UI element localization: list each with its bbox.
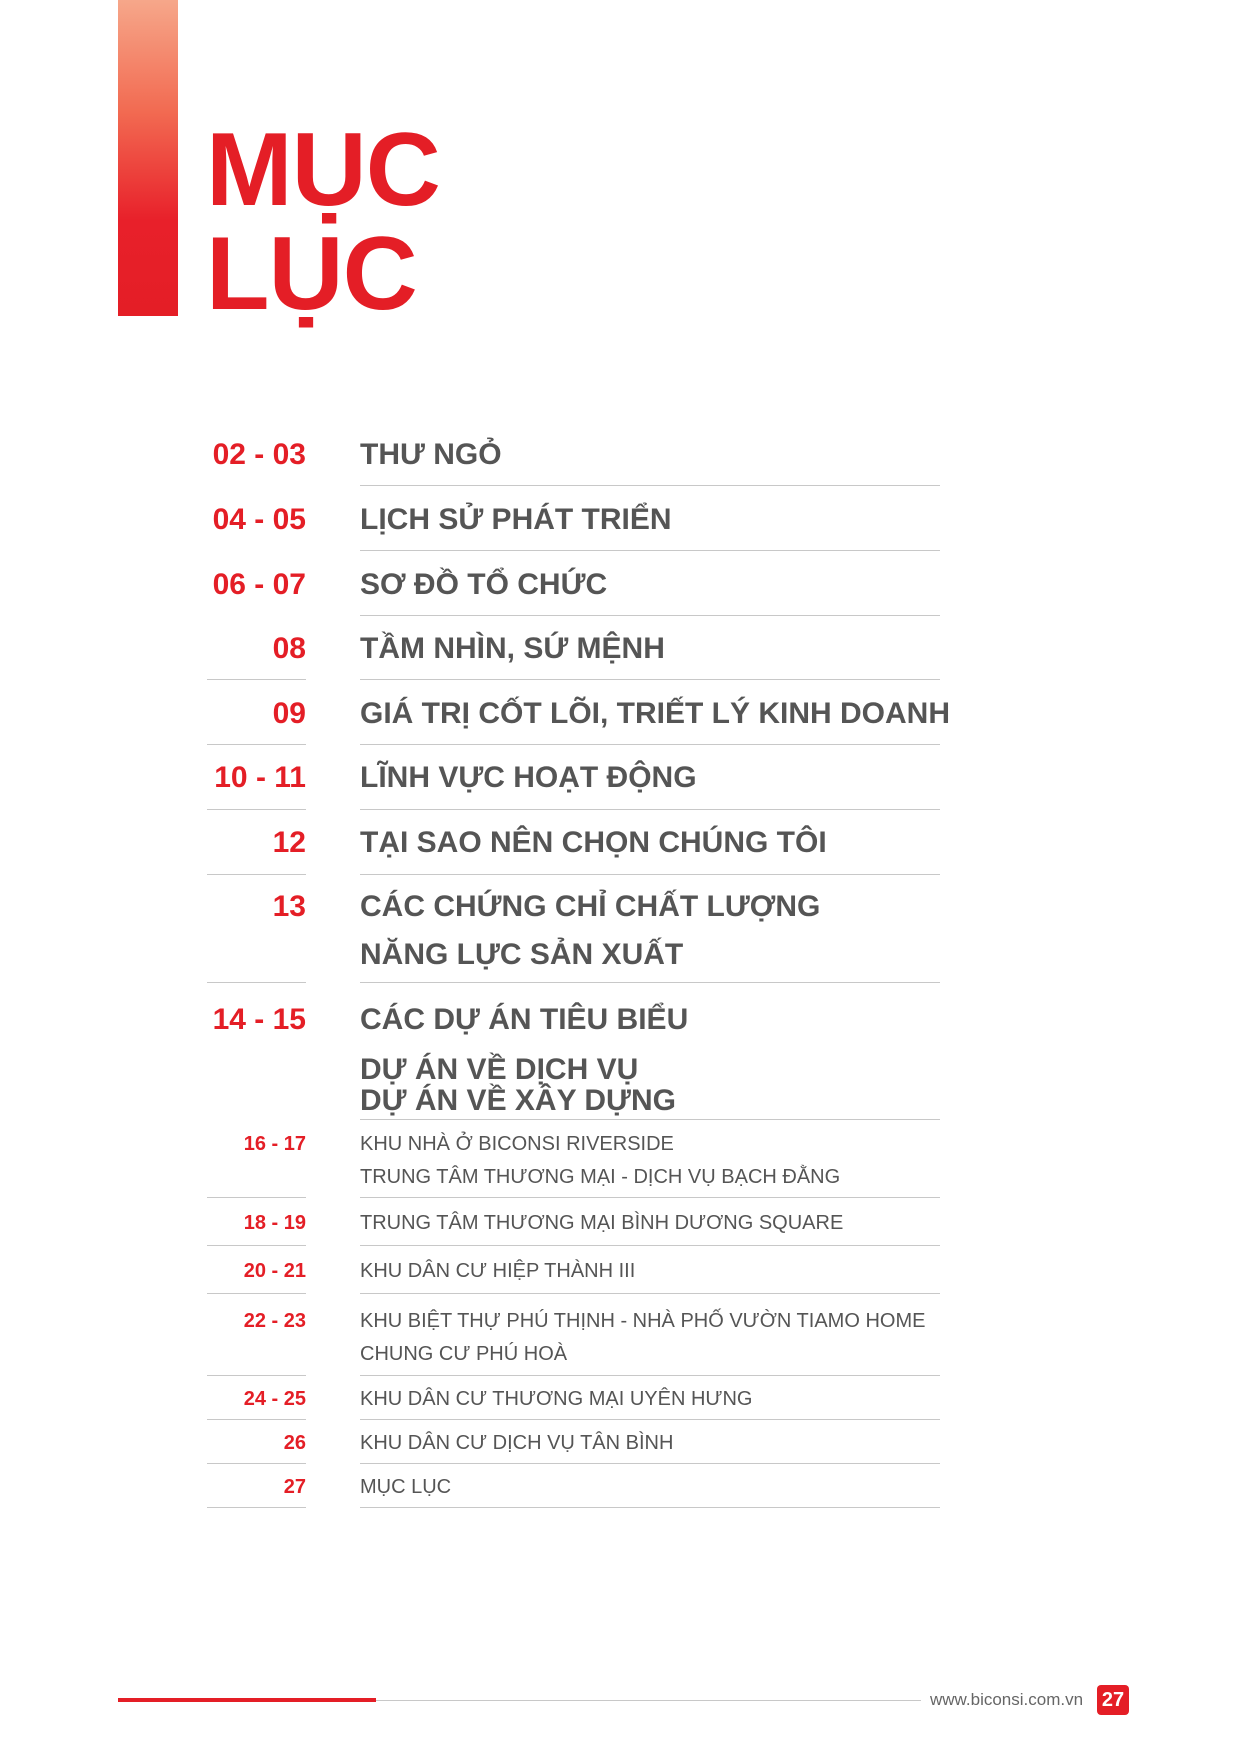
divider <box>207 744 306 745</box>
divider <box>360 615 940 616</box>
toc-page-range: 09 <box>272 697 306 730</box>
toc-entry-title: LỊCH SỬ PHÁT TRIỂN <box>360 503 672 536</box>
divider <box>207 1293 306 1294</box>
toc-page-range: 18 - 19 <box>243 1212 306 1234</box>
toc-entry-title: CÁC CHỨNG CHỈ CHẤT LƯỢNG <box>360 890 821 923</box>
toc-entry-title: KHU NHÀ Ở BICONSI RIVERSIDE <box>360 1133 674 1155</box>
toc-page-range: 20 - 21 <box>243 1260 306 1282</box>
toc-page-range: 06 - 07 <box>212 568 306 601</box>
toc-entry-title: GIÁ TRỊ CỐT LÕI, TRIẾT LÝ KINH DOANH <box>360 697 950 730</box>
toc-entry-title: TẠI SAO NÊN CHỌN CHÚNG TÔI <box>360 826 827 859</box>
divider <box>360 1245 940 1246</box>
page-title-line-1: MỤC <box>206 112 440 228</box>
divider <box>360 679 940 680</box>
toc-sub-entry: DỰ ÁN VỀ DỊCH VỤ <box>360 1053 639 1086</box>
toc-entry-title: TẦM NHÌN, SỨ MỆNH <box>360 632 665 665</box>
divider <box>207 1197 306 1198</box>
divider <box>207 1419 306 1420</box>
divider <box>360 809 940 810</box>
page-number-badge: 27 <box>1097 1685 1129 1715</box>
toc-entry-title-line-2: TRUNG TÂM THƯƠNG MẠI - DỊCH VỤ BẠCH ĐẰNG <box>360 1166 841 1188</box>
divider <box>207 679 306 680</box>
toc-entry-title-line-2: CHUNG CƯ PHÚ HOÀ <box>360 1343 568 1365</box>
toc-page-range: 26 <box>283 1432 306 1454</box>
divider <box>207 809 306 810</box>
toc-entry-title: KHU DÂN CƯ HIỆP THÀNH III <box>360 1260 636 1282</box>
divider <box>207 1375 306 1376</box>
divider <box>360 1375 940 1376</box>
toc-page-range: 22 - 23 <box>243 1310 306 1332</box>
page-title <box>206 112 440 332</box>
toc-page-range: 13 <box>272 890 306 923</box>
divider <box>360 485 940 486</box>
toc-entry-title: THƯ NGỎ <box>360 438 502 471</box>
divider <box>360 1197 940 1198</box>
divider <box>360 550 940 551</box>
footer-website[interactable]: www.biconsi.com.vn <box>930 1690 1084 1709</box>
toc-page-range: 02 - 03 <box>212 438 306 471</box>
toc-page-range: 04 - 05 <box>212 503 306 536</box>
footer-rule <box>376 1700 921 1701</box>
divider <box>207 1463 306 1464</box>
divider <box>207 1245 306 1246</box>
toc-entry-title: SƠ ĐỒ TỔ CHỨC <box>360 568 608 601</box>
accent-bar <box>118 0 178 316</box>
divider <box>360 1507 940 1508</box>
toc-entry-title: KHU DÂN CƯ THƯƠNG MẠI UYÊN HƯNG <box>360 1388 753 1410</box>
divider <box>360 982 940 983</box>
toc-page-range: 10 - 11 <box>214 761 306 794</box>
toc-page-range: 16 - 17 <box>243 1133 306 1155</box>
divider <box>207 982 306 983</box>
toc-entry-title: TRUNG TÂM THƯƠNG MẠI BÌNH DƯƠNG SQUARE <box>360 1212 844 1234</box>
toc-sub-entry: DỰ ÁN VỀ XÂY DỰNG <box>360 1084 676 1117</box>
toc-page-range: 08 <box>272 632 306 665</box>
divider <box>207 1507 306 1508</box>
toc-page-range: 14 - 15 <box>212 1003 306 1036</box>
divider <box>207 874 306 875</box>
page-title-line-2: LỤC <box>206 216 417 332</box>
toc-entry-title: LĨNH VỰC HOẠT ĐỘNG <box>360 761 697 794</box>
toc-entry-title: CÁC DỰ ÁN TIÊU BIỂU <box>360 1003 689 1036</box>
toc-entry-title: KHU DÂN CƯ DỊCH VỤ TÂN BÌNH <box>360 1432 674 1454</box>
toc-page-range: 24 - 25 <box>243 1388 306 1410</box>
divider <box>360 874 940 875</box>
divider <box>360 1119 940 1120</box>
divider <box>360 744 940 745</box>
toc-page-range: 27 <box>283 1476 306 1498</box>
divider <box>360 1463 940 1464</box>
footer-accent-line <box>118 1698 376 1702</box>
toc-entry-title: KHU BIỆT THỰ PHÚ THỊNH - NHÀ PHỐ VƯỜN TIAMO HOME <box>360 1310 926 1332</box>
toc-page-range: 12 <box>272 826 306 859</box>
toc-entry-title-line-2: NĂNG LỰC SẢN XUẤT <box>360 938 684 971</box>
divider <box>360 1419 940 1420</box>
toc-entry-title: MỤC LỤC <box>360 1476 452 1498</box>
divider <box>360 1293 940 1294</box>
